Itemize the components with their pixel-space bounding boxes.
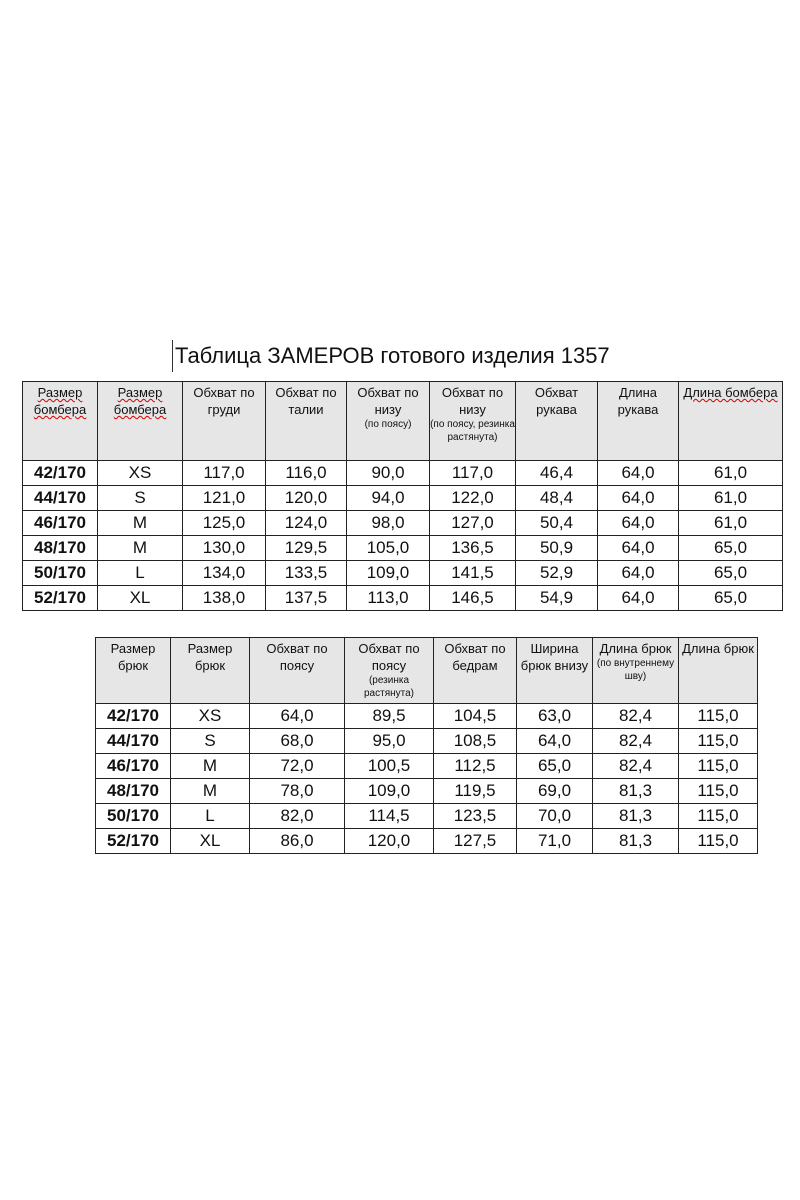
- measurement-cell: 52,9: [516, 561, 598, 586]
- measurement-cell: 65,0: [679, 536, 783, 561]
- measurement-cell: 81,3: [593, 829, 679, 854]
- measurement-cell: 127,5: [434, 829, 517, 854]
- measurement-cell: 104,5: [434, 704, 517, 729]
- header-cell: Обхват по поясу: [250, 638, 345, 704]
- letter-size-cell: XL: [171, 829, 250, 854]
- measurement-cell: 82,0: [250, 804, 345, 829]
- measurement-cell: 94,0: [347, 486, 430, 511]
- measurement-cell: 68,0: [250, 729, 345, 754]
- header-cell: Обхват по низу (по поясу, резинка растянута): [430, 382, 516, 461]
- table-row: [96, 704, 758, 729]
- measurement-cell: 64,0: [598, 511, 679, 536]
- measurement-cell: 48,4: [516, 486, 598, 511]
- measurement-cell: 146,5: [430, 586, 516, 611]
- size-cell: 50/170: [23, 561, 98, 586]
- size-cell: 50/170: [96, 804, 171, 829]
- measurement-cell: 120,0: [266, 486, 347, 511]
- header-cell: Обхват по низу (по поясу): [347, 382, 430, 461]
- measurement-cell: 64,0: [598, 561, 679, 586]
- measurement-cell: 64,0: [517, 729, 593, 754]
- measurement-cell: 54,9: [516, 586, 598, 611]
- header-cell: Размер брюк: [96, 638, 171, 704]
- letter-size-cell: XS: [98, 461, 183, 486]
- size-cell: 48/170: [96, 779, 171, 804]
- header-cell: Обхват рукава: [516, 382, 598, 461]
- measurement-cell: 64,0: [598, 486, 679, 511]
- measurement-cell: 72,0: [250, 754, 345, 779]
- measurement-cell: 82,4: [593, 729, 679, 754]
- document-title: Таблица ЗАМЕРОВ готового изделия 1357: [172, 340, 610, 372]
- measurement-cell: 71,0: [517, 829, 593, 854]
- size-cell: 44/170: [96, 729, 171, 754]
- measurement-cell: 90,0: [347, 461, 430, 486]
- header-cell: Обхват по поясу (резинка растянута): [345, 638, 434, 704]
- measurement-cell: 95,0: [345, 729, 434, 754]
- measurement-cell: 136,5: [430, 536, 516, 561]
- measurement-cell: 65,0: [679, 561, 783, 586]
- letter-size-cell: XS: [171, 704, 250, 729]
- measurement-cell: 127,0: [430, 511, 516, 536]
- measurement-cell: 86,0: [250, 829, 345, 854]
- measurement-cell: 63,0: [517, 704, 593, 729]
- measurement-cell: 129,5: [266, 536, 347, 561]
- measurement-cell: 115,0: [679, 829, 758, 854]
- table-row: [96, 804, 758, 829]
- letter-size-cell: L: [171, 804, 250, 829]
- measurement-cell: 123,5: [434, 804, 517, 829]
- table-row: [23, 511, 783, 536]
- measurement-cell: 81,3: [593, 779, 679, 804]
- table-row: [23, 461, 783, 486]
- table-row: [23, 586, 783, 611]
- measurement-cell: 64,0: [598, 461, 679, 486]
- letter-size-cell: M: [171, 779, 250, 804]
- measurement-cell: 108,5: [434, 729, 517, 754]
- measurement-cell: 82,4: [593, 704, 679, 729]
- size-cell: 52/170: [23, 586, 98, 611]
- measurement-cell: 61,0: [679, 486, 783, 511]
- table-row: [96, 779, 758, 804]
- bomber-measurements-table: [22, 381, 783, 611]
- measurement-cell: 115,0: [679, 754, 758, 779]
- measurement-cell: 82,4: [593, 754, 679, 779]
- measurement-cell: 119,5: [434, 779, 517, 804]
- measurement-cell: 117,0: [430, 461, 516, 486]
- header-cell: Длина рукава: [598, 382, 679, 461]
- table-row: [96, 754, 758, 779]
- measurement-cell: 130,0: [183, 536, 266, 561]
- table-row: [23, 486, 783, 511]
- size-cell: 42/170: [23, 461, 98, 486]
- table-header-row: [23, 382, 783, 461]
- measurement-cell: 65,0: [679, 586, 783, 611]
- measurement-cell: 50,9: [516, 536, 598, 561]
- size-cell: 46/170: [96, 754, 171, 779]
- measurement-cell: 78,0: [250, 779, 345, 804]
- table-header-row: [96, 638, 758, 704]
- trousers-measurements-table: [95, 637, 758, 854]
- header-cell: Длина брюк (по внутреннему шву): [593, 638, 679, 704]
- size-cell: 52/170: [96, 829, 171, 854]
- letter-size-cell: M: [98, 536, 183, 561]
- header-cell: Обхват по груди: [183, 382, 266, 461]
- size-cell: 44/170: [23, 486, 98, 511]
- measurement-cell: 61,0: [679, 511, 783, 536]
- letter-size-cell: M: [171, 754, 250, 779]
- measurement-cell: 114,5: [345, 804, 434, 829]
- header-cell: Размер брюк: [171, 638, 250, 704]
- header-cell: Ширина брюк внизу: [517, 638, 593, 704]
- header-cell: Размер бомбера: [98, 382, 183, 461]
- measurement-cell: 134,0: [183, 561, 266, 586]
- letter-size-cell: XL: [98, 586, 183, 611]
- table-row: [96, 729, 758, 754]
- letter-size-cell: M: [98, 511, 183, 536]
- measurement-cell: 113,0: [347, 586, 430, 611]
- measurement-cell: 64,0: [250, 704, 345, 729]
- header-cell: Обхват по бедрам: [434, 638, 517, 704]
- measurement-cell: 112,5: [434, 754, 517, 779]
- measurement-cell: 124,0: [266, 511, 347, 536]
- measurement-cell: 141,5: [430, 561, 516, 586]
- size-cell: 48/170: [23, 536, 98, 561]
- table-row: [23, 561, 783, 586]
- measurement-cell: 117,0: [183, 461, 266, 486]
- measurement-cell: 98,0: [347, 511, 430, 536]
- measurement-cell: 69,0: [517, 779, 593, 804]
- letter-size-cell: S: [98, 486, 183, 511]
- measurement-cell: 65,0: [517, 754, 593, 779]
- measurement-cell: 115,0: [679, 704, 758, 729]
- measurement-cell: 125,0: [183, 511, 266, 536]
- measurement-cell: 120,0: [345, 829, 434, 854]
- table-row: [96, 829, 758, 854]
- measurement-cell: 115,0: [679, 729, 758, 754]
- measurement-cell: 64,0: [598, 586, 679, 611]
- measurement-cell: 137,5: [266, 586, 347, 611]
- measurement-cell: 116,0: [266, 461, 347, 486]
- measurement-cell: 138,0: [183, 586, 266, 611]
- measurement-cell: 133,5: [266, 561, 347, 586]
- letter-size-cell: L: [98, 561, 183, 586]
- measurement-cell: 115,0: [679, 779, 758, 804]
- size-cell: 46/170: [23, 511, 98, 536]
- measurement-cell: 64,0: [598, 536, 679, 561]
- header-cell: Длина брюк: [679, 638, 758, 704]
- measurement-cell: 115,0: [679, 804, 758, 829]
- measurement-cell: 70,0: [517, 804, 593, 829]
- measurement-cell: 100,5: [345, 754, 434, 779]
- measurement-cell: 122,0: [430, 486, 516, 511]
- measurement-cell: 121,0: [183, 486, 266, 511]
- measurement-cell: 89,5: [345, 704, 434, 729]
- header-cell: Обхват по талии: [266, 382, 347, 461]
- header-cell: Длина бомбера: [679, 382, 783, 461]
- header-cell: Размер бомбера: [23, 382, 98, 461]
- measurement-cell: 109,0: [347, 561, 430, 586]
- measurement-cell: 61,0: [679, 461, 783, 486]
- letter-size-cell: S: [171, 729, 250, 754]
- measurement-cell: 105,0: [347, 536, 430, 561]
- measurement-cell: 46,4: [516, 461, 598, 486]
- table-row: [23, 536, 783, 561]
- measurement-cell: 50,4: [516, 511, 598, 536]
- measurement-cell: 81,3: [593, 804, 679, 829]
- size-cell: 42/170: [96, 704, 171, 729]
- measurement-cell: 109,0: [345, 779, 434, 804]
